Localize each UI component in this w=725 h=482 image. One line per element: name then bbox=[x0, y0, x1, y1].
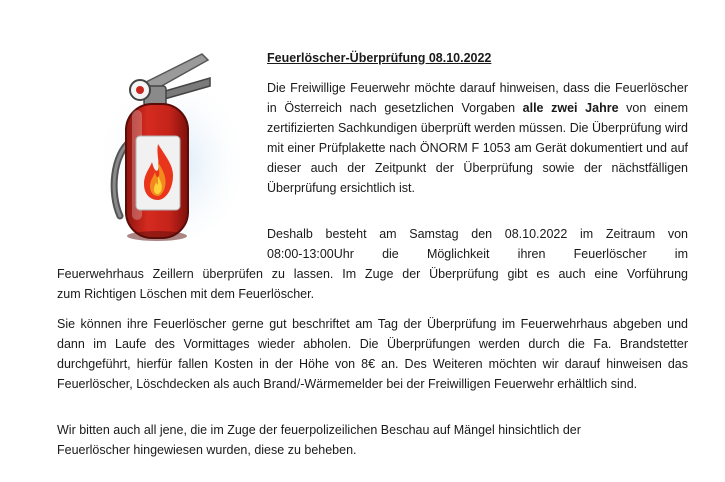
intro-text-end: von einem zertifizierten Sachkundigen überprüft werden müssen. Die Überprüfung wird mit einer Prüfplakette nach ÖNORM F 1053 am Gerät dokumentiert und auf dieser auch der Zeitpunkt der Überprüfung sowie der nächstfälligen Überprüfung ersichtlich ist. bbox=[267, 101, 688, 195]
page-title: Feuerlöscher-Überprüfung 08.10.2022 bbox=[267, 51, 492, 65]
date-line-2: 08:00-13:00Uhr die Möglichkeit ihren Feuerlöscher im bbox=[267, 247, 688, 261]
date-line-1: Deshalb besteht am Samstag den 08.10.2022 im Zeitraum von bbox=[267, 227, 688, 241]
labeling-paragraph: Sie können ihre Feuerlöscher gerne gut beschriftet am Tag der Überprüfung im Feuerwehrhaus abgeben und dann im Laufe des Vormittages wieder abholen. Die Überprüfungen werden durch die Fa. Brandstetter durchgeführt, hierfür fallen Kosten in der Höhe von 8€ an. Des Weiteren möchten wir darauf hinweisen das Feuerlöscher, Löschdecken als auch Brand/-Wärmemelder bei der Freiwilligen Feuerwehr erhältlich sind. bbox=[57, 317, 688, 391]
date-line-3: Feuerwehrhaus Zeillern überprüfen zu lassen. Im Zuge der Überprüfung gibt es auch eine Vorführung bbox=[57, 267, 688, 281]
closing-paragraph: Wir bitten auch all jene, die im Zuge der feuerpolizeilichen Beschau auf Mängel hinsichtlich der Feuerlöscher hingewiesen wurden, diese zu beheben. bbox=[57, 423, 581, 457]
fire-extinguisher-icon bbox=[98, 44, 246, 244]
intro-text-start: Die Freiwillige Feuerwehr möchte darauf hinweisen, dass die Feuerlöscher in Österreich nach gesetzlichen Vorgaben bbox=[267, 81, 688, 115]
intro-paragraph bbox=[267, 78, 688, 198]
date-line-4: zum Richtigen Löschen mit dem Feuerlöscher. bbox=[57, 287, 315, 301]
intro-emphasis: alle zwei Jahre bbox=[522, 101, 619, 115]
